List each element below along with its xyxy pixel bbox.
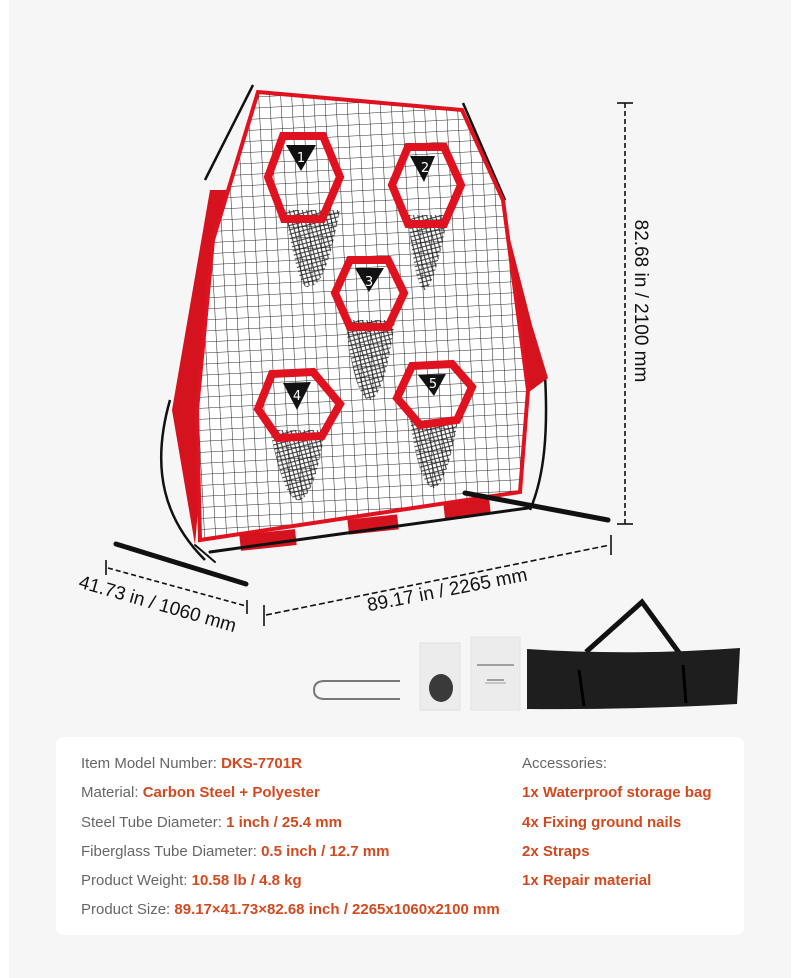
svg-text:1: 1 xyxy=(296,151,306,166)
spec-value: Carbon Steel + Polyester xyxy=(142,784,320,802)
spec-label: Product Size: xyxy=(81,901,171,919)
spec-label: Fiberglass Tube Diameter: xyxy=(81,842,257,860)
spec-label: Item Model Number: xyxy=(81,755,217,772)
height-dimension-label: 82.68 in / 2100 mm xyxy=(630,219,651,383)
accessory-item: 1x Repair material xyxy=(522,872,652,890)
spec-row-fiberglass-tube xyxy=(81,842,500,871)
spec-value: 89.17×41.73×82.68 inch / 2265x1060x2100 mm xyxy=(174,901,500,919)
svg-text:5: 5 xyxy=(428,377,438,392)
accessory-item: 1x Waterproof storage bag xyxy=(522,784,712,802)
accessories-title: Accessories: xyxy=(522,755,608,772)
accessories-list xyxy=(522,754,711,900)
svg-text:3: 3 xyxy=(364,275,374,290)
spec-row-material xyxy=(81,783,500,812)
depth-dimension-label: 41.73 in / 1060 mm xyxy=(76,572,239,638)
spec-row-model xyxy=(81,754,500,783)
width-dimension-label: 89.17 in / 2265 mm xyxy=(365,564,530,617)
net-body xyxy=(197,92,528,540)
spec-row-steel-tube xyxy=(81,813,500,842)
svg-text:2: 2 xyxy=(420,161,430,176)
spec-label: Material: xyxy=(81,784,139,802)
spec-card xyxy=(56,737,744,935)
accessory-item: 2x Straps xyxy=(522,842,590,860)
spec-value: 1 inch / 25.4 mm xyxy=(226,813,342,831)
ground-nail-image xyxy=(314,681,400,699)
spec-label: Product Weight: xyxy=(81,872,188,890)
storage-bag-image xyxy=(527,602,740,709)
repair-material-image xyxy=(420,643,460,710)
spec-row-weight xyxy=(81,871,500,900)
spec-value: 10.58 lb / 4.8 kg xyxy=(191,872,302,890)
spec-value: 0.5 inch / 12.7 mm xyxy=(261,842,390,860)
spec-row-size xyxy=(81,900,500,929)
svg-text:4: 4 xyxy=(292,389,302,404)
spec-value: DKS-7701R xyxy=(221,755,302,772)
manual-sheet-image xyxy=(471,637,520,710)
accessory-item: 4x Fixing ground nails xyxy=(522,813,682,831)
spec-list xyxy=(81,754,500,930)
spec-label: Steel Tube Diameter: xyxy=(81,813,222,831)
